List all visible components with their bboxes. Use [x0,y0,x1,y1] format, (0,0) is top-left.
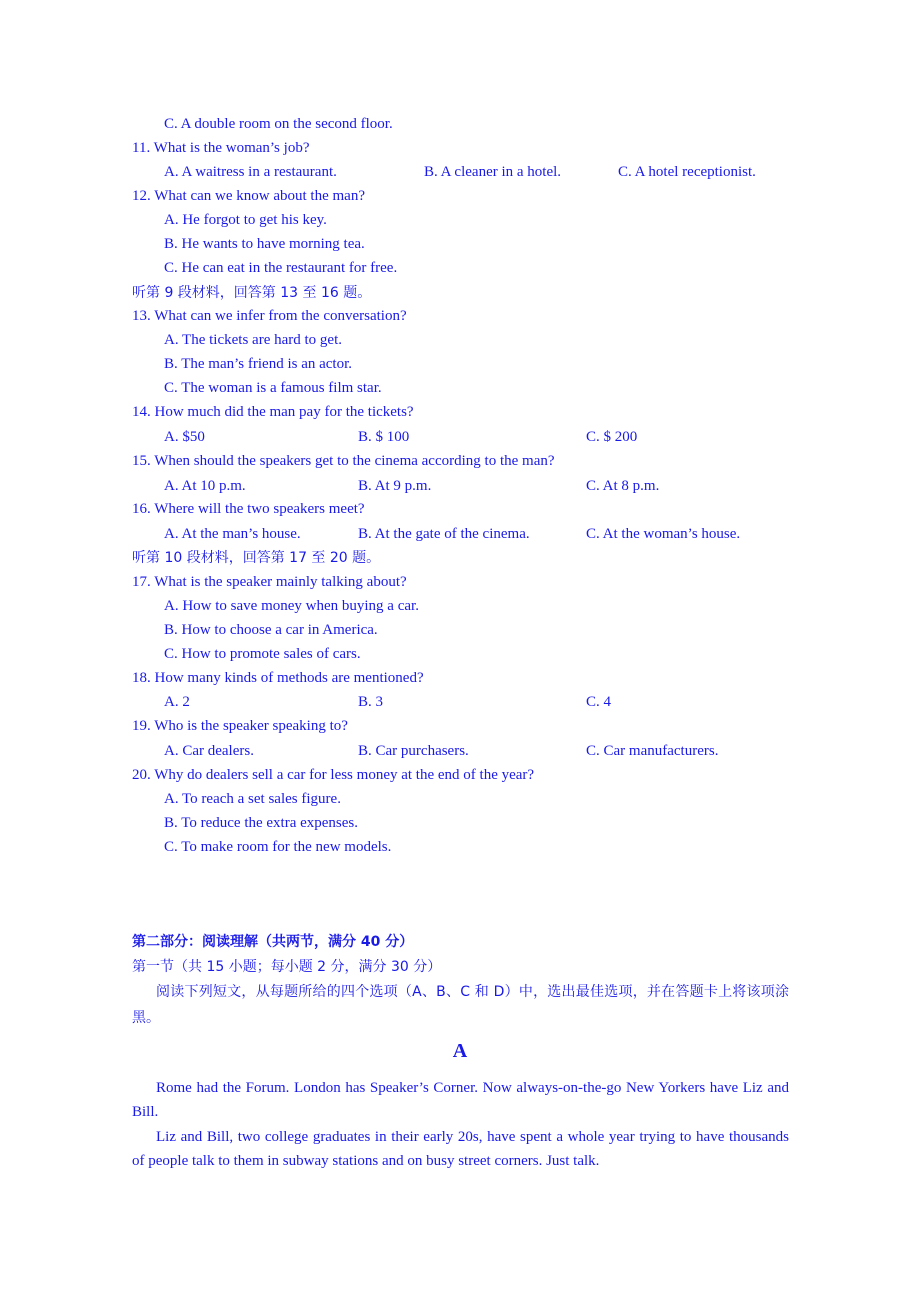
q11-option-a: A. A waitress in a restaurant. [164,164,337,180]
q17-option-b: B. How to choose a car in America. [164,622,378,638]
q18-option-b: B. 3 [358,694,384,710]
q11-option-b: B. A cleaner in a hotel. [424,164,562,180]
q20-option-c: C. To make room for the new models. [164,839,392,855]
passage-paragraph-1: Rome had the Forum. London has Speaker’s Corner. Now always-on-the-go New Yorkers have Liz and Bill. [132,1080,789,1120]
q13-option-b: B. The man’s friend is an actor. [164,356,353,372]
q10-option-c: C. A double room on the second floor. [164,116,393,132]
q20-stem: 20. Why do dealers sell a car for less money at the end of the year? [132,767,535,783]
reading-part-title: 第二部分：阅读理解（共两节，满分 40 分） [132,934,414,950]
q16-option-a: A. At the man’s house. [164,526,301,542]
q17-option-a: A. How to save money when buying a car. [164,598,419,614]
q19-option-b: B. Car purchasers. [358,743,469,759]
q19-stem: 19. Who is the speaker speaking to? [132,718,348,734]
q20-option-a: A. To reach a set sales figure. [164,791,341,807]
q16-option-c: C. At the woman’s house. [586,526,741,542]
section-9-heading: 听第 9 段材料，回答第 13 至 16 题。 [132,285,372,301]
q19-option-c: C. Car manufacturers. [586,743,719,759]
q13-option-a: A. The tickets are hard to get. [164,332,342,348]
q16-option-b: B. At the gate of the cinema. [358,526,530,542]
q12-stem: 12. What can we know about the man? [132,188,365,204]
q13-option-c: C. The woman is a famous film star. [164,380,382,396]
q18-option-c: C. 4 [586,694,612,710]
q15-option-a: A. At 10 p.m. [164,478,246,494]
q18-stem: 18. How many kinds of methods are mentioned? [132,670,424,686]
reading-section-title: 第一节（共 15 小题；每小题 2 分，满分 30 分） [132,959,442,975]
q14-option-c: C. $ 200 [586,429,638,445]
q15-stem: 15. When should the speakers get to the cinema according to the man? [132,453,555,469]
q15-option-b: B. At 9 p.m. [358,478,432,494]
q12-option-a: A. He forgot to get his key. [164,212,327,228]
passage-paragraph-2: Liz and Bill, two college graduates in their early 20s, have spent a whole year trying to have thousands of people talk to them in subway stations and on busy street corners. Just talk. [132,1129,789,1169]
q20-option-b: B. To reduce the extra expenses. [164,815,359,831]
q11-option-c: C. A hotel receptionist. [618,164,756,180]
section-10-heading: 听第 10 段材料，回答第 17 至 20 题。 [132,550,381,566]
q15-option-c: C. At 8 p.m. [586,478,660,494]
q17-stem: 17. What is the speaker mainly talking about? [132,574,407,590]
q13-stem: 13. What can we infer from the conversation? [132,308,407,324]
q12-option-c: C. He can eat in the restaurant for free. [164,260,398,276]
q14-option-a: A. $50 [164,429,205,445]
q18-option-a: A. 2 [164,694,190,710]
q14-stem: 14. How much did the man pay for the tickets? [132,404,414,420]
q11-stem: 11. What is the woman’s job? [132,140,310,156]
reading-instruction: 阅读下列短文，从每题所给的四个选项（A、B、C 和 D）中，选出最佳选项，并在答题卡上将该项涂黑。 [132,984,789,1026]
q17-option-c: C. How to promote sales of cars. [164,646,361,662]
q12-option-b: B. He wants to have morning tea. [164,236,365,252]
passage-letter: A [452,1040,468,1062]
q14-option-b: B. $ 100 [358,429,410,445]
q16-stem: 16. Where will the two speakers meet? [132,501,365,517]
q19-option-a: A. Car dealers. [164,743,254,759]
